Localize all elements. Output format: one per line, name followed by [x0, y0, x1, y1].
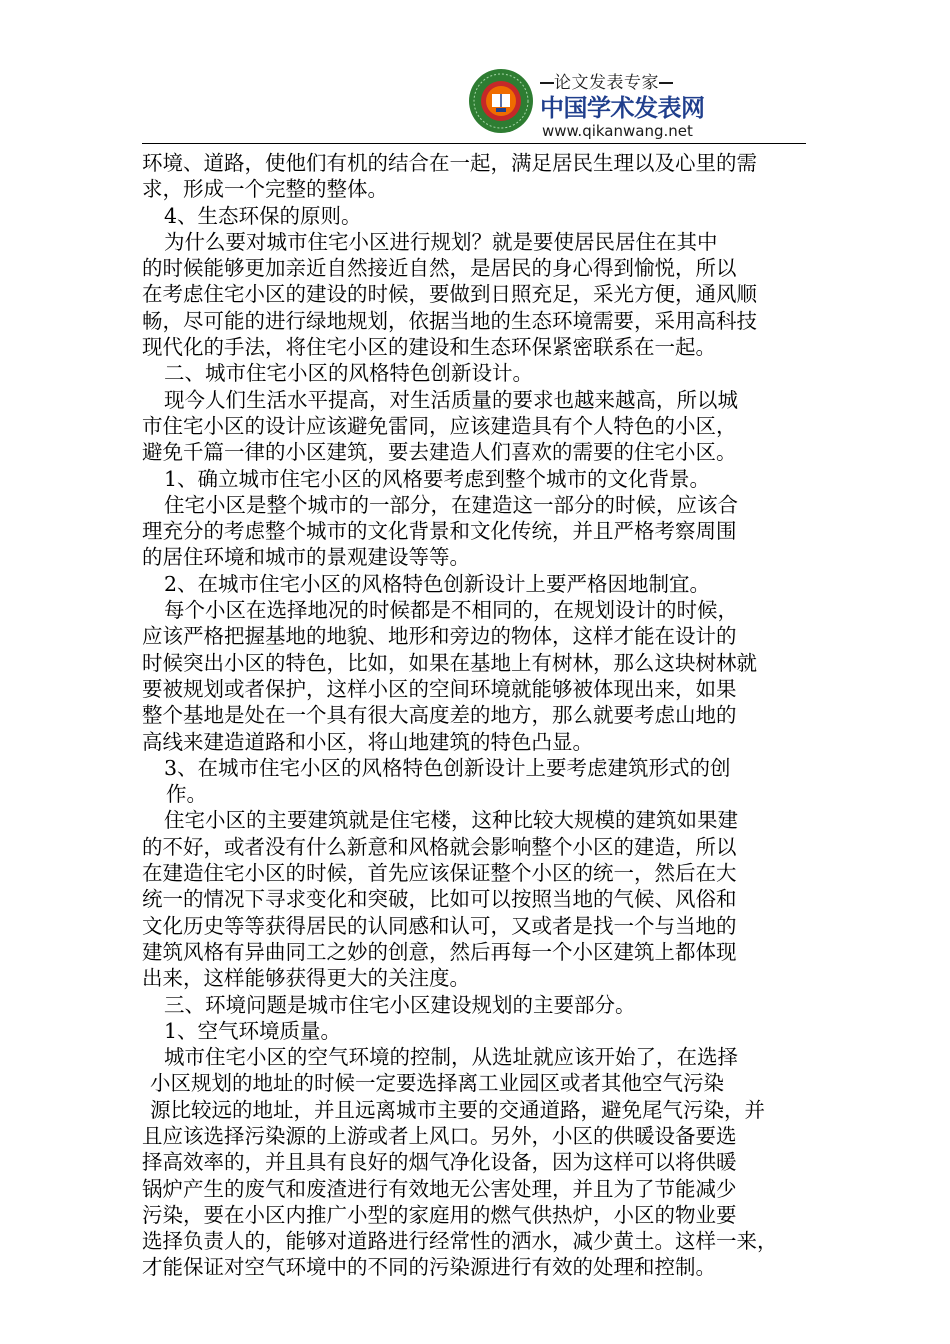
text-line: 文化历史等等获得居民的认同感和认可，又或者是找一个与当地的 — [142, 913, 737, 938]
text-line: 住宅小区是整个城市的一部分，在建造这一部分的时候，应该合 — [164, 492, 738, 517]
text-line: 小区规划的地址的时候一定要选择离工业园区或者其他空气污染 — [150, 1071, 724, 1096]
text-line: 在建造住宅小区的时候，首先应该保证整个小区的统一，然后在大 — [142, 861, 737, 886]
header-divider — [142, 143, 806, 144]
text-line: 才能保证对空气环境中的不同的污染源进行有效的处理和控制。 — [142, 1255, 716, 1280]
text-line: 时候突出小区的特色，比如，如果在基地上有树林，那么这块树林就 — [142, 650, 757, 675]
logo-tagline — [540, 72, 692, 94]
text-line: 城市住宅小区的空气环境的控制，从选址就应该开始了，在选择 — [164, 1045, 738, 1070]
text-line: 4、生态环保的原则。 — [164, 203, 362, 228]
text-line: 的时候能够更加亲近自然接近自然，是居民的身心得到愉悦，所以 — [142, 256, 737, 281]
text-line: 择高效率的，并且具有良好的烟气净化设备，因为这样可以将供暖 — [142, 1150, 737, 1175]
text-line: 锅炉产生的废气和废渣进行有效地无公害处理，并且为了节能减少 — [142, 1176, 737, 1201]
text-line: 2、在城市住宅小区的风格特色创新设计上要严格因地制宜。 — [164, 571, 711, 596]
text-line: 建筑风格有异曲同工之妙的创意，然后再每一个小区建筑上都体现 — [142, 939, 737, 964]
text-line: 整个基地是处在一个具有很大高度差的地方，那么就要考虑山地的 — [142, 703, 737, 728]
tagline-rule-left — [540, 82, 554, 84]
text-line: 现今人们生活水平提高，对生活质量的要求也越来越高，所以城 — [164, 387, 738, 412]
text-line: 作。 — [166, 782, 207, 807]
text-line: 住宅小区的主要建筑就是住宅楼，这种比较大规模的建筑如果建 — [164, 808, 738, 833]
site-logo — [468, 66, 705, 142]
text-line: 出来，这样能够获得更大的关注度。 — [142, 966, 470, 991]
text-line: 要被规划或者保护，这样小区的空间环境就能够被体现出来，如果 — [142, 676, 737, 701]
text-line: 市住宅小区的设计应该避免雷同，应该建造具有个人特色的小区， — [142, 413, 737, 438]
text-line: 在考虑住宅小区的建设的时候，要做到日照充足，采光方便，通风顺 — [142, 282, 757, 307]
text-line: 的不好，或者没有什么新意和风格就会影响整个小区的建造，所以 — [142, 834, 737, 859]
text-line: 的居住环境和城市的景观建设等等。 — [142, 545, 470, 570]
logo-url: www.qikanwang.net — [542, 122, 693, 140]
text-line: 源比较远的地址，并且远离城市主要的交通道路，避免尾气污染，并 — [150, 1097, 765, 1122]
text-line: 理充分的考虑整个城市的文化背景和文化传统，并且严格考察周围 — [142, 519, 737, 544]
tagline-rule-right — [659, 82, 673, 84]
logo-site-name: 中国学术发表网 — [540, 94, 705, 122]
text-line: 环境、道路，使他们有机的结合在一起，满足居民生理以及心里的需 — [142, 151, 757, 175]
text-line: 避免千篇一律的小区建筑，要去建造人们喜欢的需要的住宅小区。 — [142, 440, 737, 465]
text-line: 且应该选择污染源的上游或者上风口。另外，小区的供暖设备要选 — [142, 1123, 737, 1148]
text-line: 畅，尽可能的进行绿地规划，依据当地的生态环境需要，采用高科技 — [142, 308, 757, 333]
logo-tagline-text: 论文发表专家 — [554, 73, 659, 93]
text-line: 为什么要对城市住宅小区进行规划？就是要使居民居住在其中 — [164, 229, 718, 254]
text-line: 每个小区在选择地况的时候都是不相同的，在规划设计的时候， — [164, 598, 738, 623]
seal-emblem-icon — [468, 68, 534, 134]
text-line: 求，形成一个完整的整体。 — [142, 177, 388, 202]
text-line: 污染，要在小区内推广小型的家庭用的燃气供热炉，小区的物业要 — [142, 1202, 737, 1227]
text-line: 现代化的手法，将住宅小区的建设和生态环保紧密联系在一起。 — [142, 335, 716, 360]
text-line: 三、环境问题是城市住宅小区建设规划的主要部分。 — [164, 992, 636, 1017]
text-line: 统一的情况下寻求变化和突破，比如可以按照当地的气候、风俗和 — [142, 887, 737, 912]
text-line: 应该严格把握基地的地貌、地形和旁边的物体，这样才能在设计的 — [142, 624, 737, 649]
text-line: 1、空气环境质量。 — [164, 1018, 342, 1043]
text-line: 高线来建造道路和小区，将山地建筑的特色凸显。 — [142, 729, 593, 754]
text-line: 1、确立城市住宅小区的风格要考虑到整个城市的文化背景。 — [164, 466, 711, 491]
text-line: 选择负责人的，能够对道路进行经常性的洒水，减少黄土。这样一来， — [142, 1229, 778, 1254]
text-line: 二、城市住宅小区的风格特色创新设计。 — [164, 361, 533, 386]
text-line: 3、在城市住宅小区的风格特色创新设计上要考虑建筑形式的创 — [164, 755, 731, 780]
article-body — [142, 150, 802, 1281]
